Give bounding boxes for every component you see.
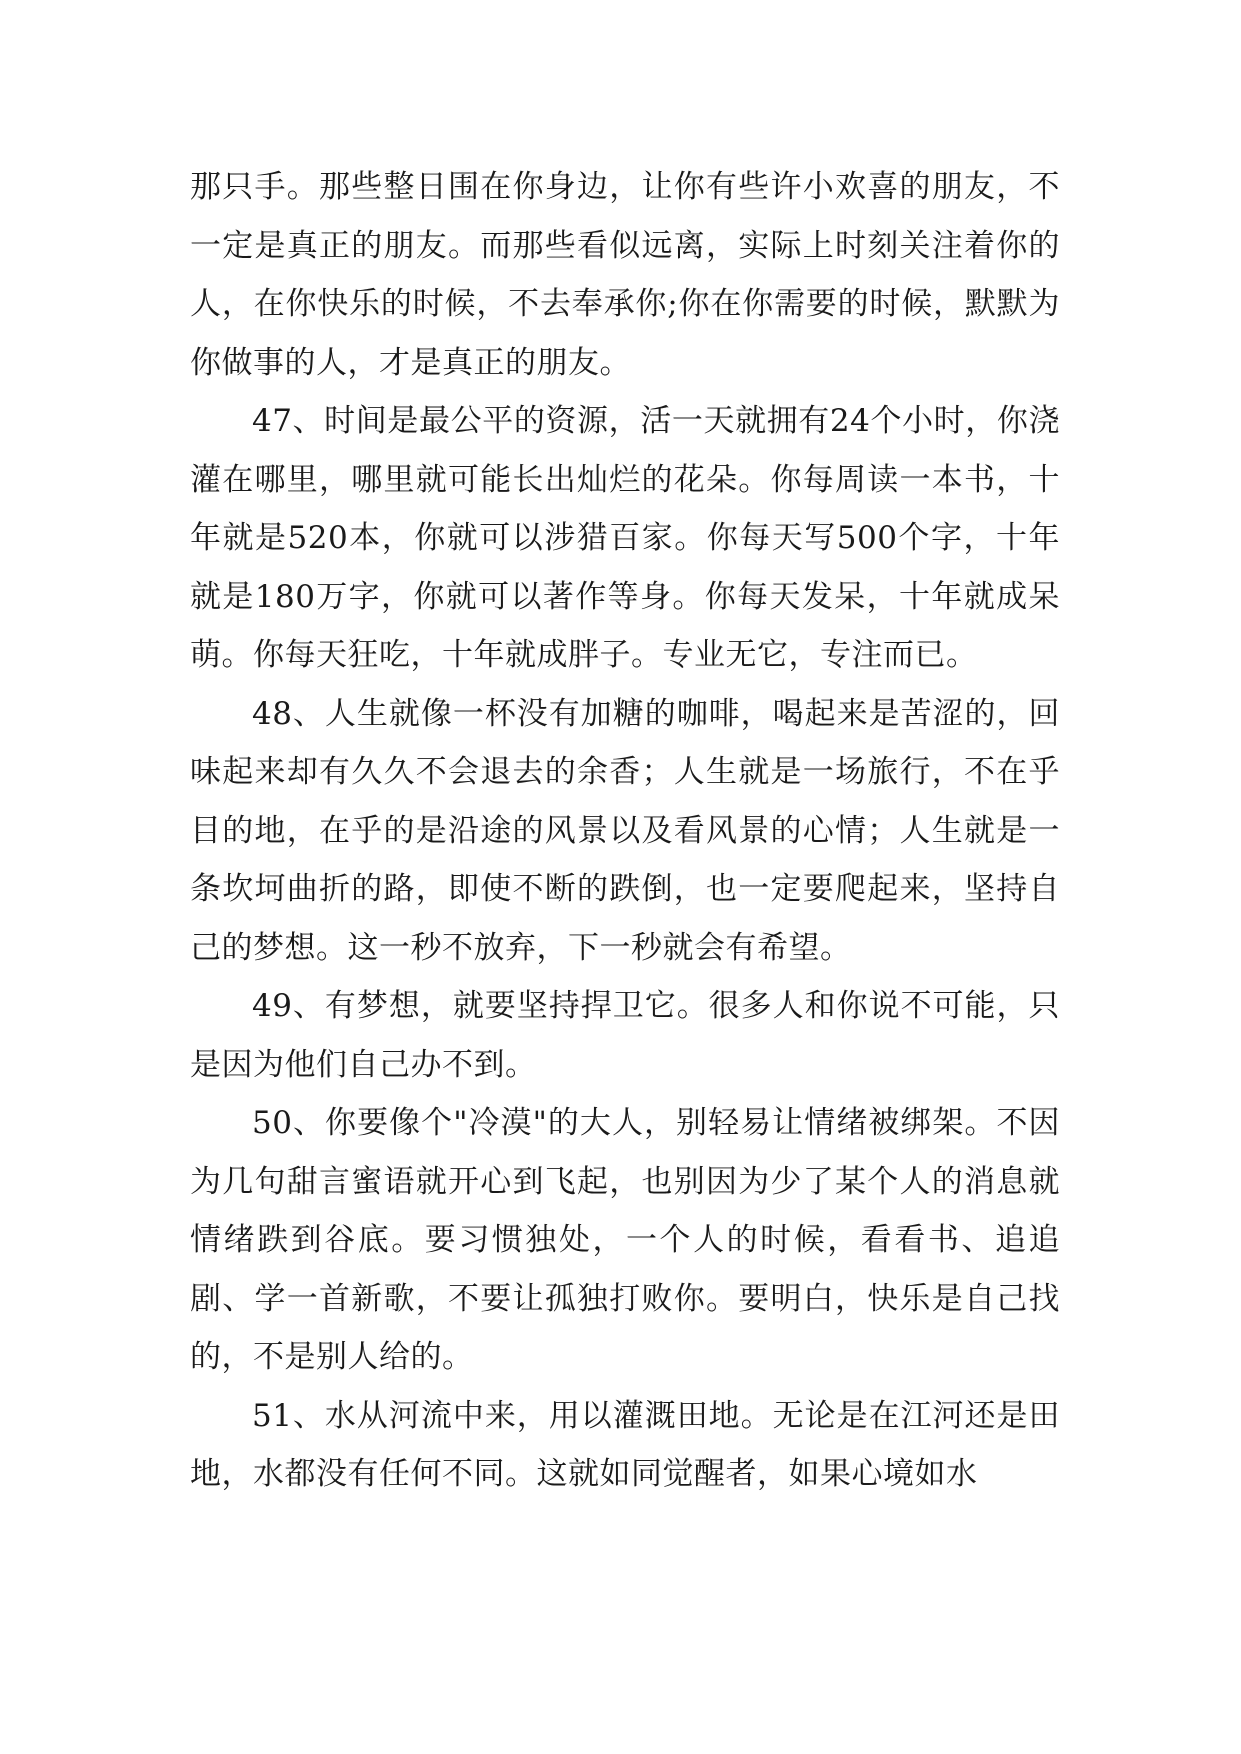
paragraph-50: 50、你要像个"冷漠"的大人，别轻易让情绪被绑架。不因为几句甜言蜜语就开心到飞起，也别因为少了某个人的消息就情绪跌到谷底。要习惯独处，一个人的时候，看看书、追追剧、学一首新歌，不要让孤独打败你。要明白，快乐是自己找的，不是别人给的。 xyxy=(190,1105,1060,1375)
document-body xyxy=(190,158,1060,1504)
paragraph-47: 47、时间是最公平的资源，活一天就拥有24个小时，你浇灌在哪里，哪里就可能长出灿烂的花朵。你每周读一本书，十年就是520本，你就可以涉猎百家。你每天写500个字，十年就是180万字，你就可以著作等身。你每天发呆，十年就成呆萌。你每天狂吃，十年就成胖子。专业无它，专注而已。 xyxy=(190,403,1060,673)
paragraph-49: 49、有梦想，就要坚持捍卫它。很多人和你说不可能，只是因为他们自己办不到。 xyxy=(190,988,1060,1083)
paragraph-friends: 那只手。那些整日围在你身边，让你有些许小欢喜的朋友，不一定是真正的朋友。而那些看似远离，实际上时刻关注着你的人，在你快乐的时候，不去奉承你;你在你需要的时候，默默为你做事的人，才是真正的朋友。 xyxy=(190,169,1060,381)
paragraph-51: 51、水从河流中来，用以灌溉田地。无论是在江河还是田地，水都没有任何不同。这就如同觉醒者，如果心境如水 xyxy=(190,1397,1060,1492)
paragraph-48: 48、人生就像一杯没有加糖的咖啡，喝起来是苦涩的，回味起来却有久久不会退去的余香；人生就是一场旅行，不在乎目的地，在乎的是沿途的风景以及看风景的心情；人生就是一条坎坷曲折的路，即使不断的跌倒，也一定要爬起来，坚持自己的梦想。这一秒不放弃，下一秒就会有希望。 xyxy=(190,695,1060,966)
